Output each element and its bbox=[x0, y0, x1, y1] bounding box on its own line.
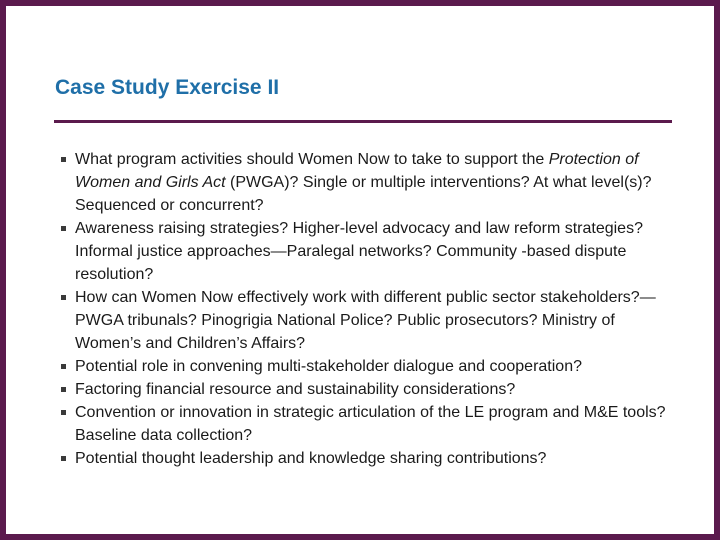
bullet-text bbox=[75, 151, 652, 214]
bullet-text-segment: What program activities should Women Now to take to support the bbox=[75, 151, 549, 168]
title-divider bbox=[54, 120, 672, 123]
bullet-item bbox=[61, 401, 681, 447]
bullet-marker-icon bbox=[61, 226, 66, 231]
bullet-marker-icon bbox=[61, 295, 66, 300]
bullet-marker-icon bbox=[61, 387, 66, 392]
bullet-text-segment: (PWGA)? Single or multiple interventions? At what level(s)? Sequenced or concurrent? bbox=[75, 174, 652, 214]
bullet-item bbox=[61, 217, 681, 286]
slide-title: Case Study Exercise II bbox=[55, 76, 280, 99]
bullet-text: Awareness raising strategies? Higher-level advocacy and law reform strategies? Informal justice approaches—Paralegal networks? Community -based dispute resolution? bbox=[75, 220, 643, 283]
bullet-list bbox=[61, 148, 681, 470]
bullet-item bbox=[61, 355, 681, 378]
bullet-item bbox=[61, 148, 681, 217]
bullet-text: Factoring financial resource and sustainability considerations? bbox=[75, 381, 516, 398]
bullet-item bbox=[61, 447, 681, 470]
bullet-item bbox=[61, 378, 681, 401]
bullet-marker-icon bbox=[61, 364, 66, 369]
bullet-text: How can Women Now effectively work with different public sector stakeholders?—PWGA tribunals? Pinogrigia National Police? Public prosecutors? Ministry of Women’s and Children’s Affairs? bbox=[75, 289, 656, 352]
bullet-item bbox=[61, 286, 681, 355]
bullet-text: Convention or innovation in strategic articulation of the LE program and M&E tools? Baseline data collection? bbox=[75, 404, 666, 444]
bullet-marker-icon bbox=[61, 456, 66, 461]
act-title-italic: Protection of Women and Girls Act bbox=[75, 151, 639, 191]
bullet-text: Potential role in convening multi-stakeholder dialogue and cooperation? bbox=[75, 358, 582, 375]
bullet-marker-icon bbox=[61, 410, 66, 415]
bullet-text: Potential thought leadership and knowledge sharing contributions? bbox=[75, 450, 547, 467]
bullet-marker-icon bbox=[61, 157, 66, 162]
